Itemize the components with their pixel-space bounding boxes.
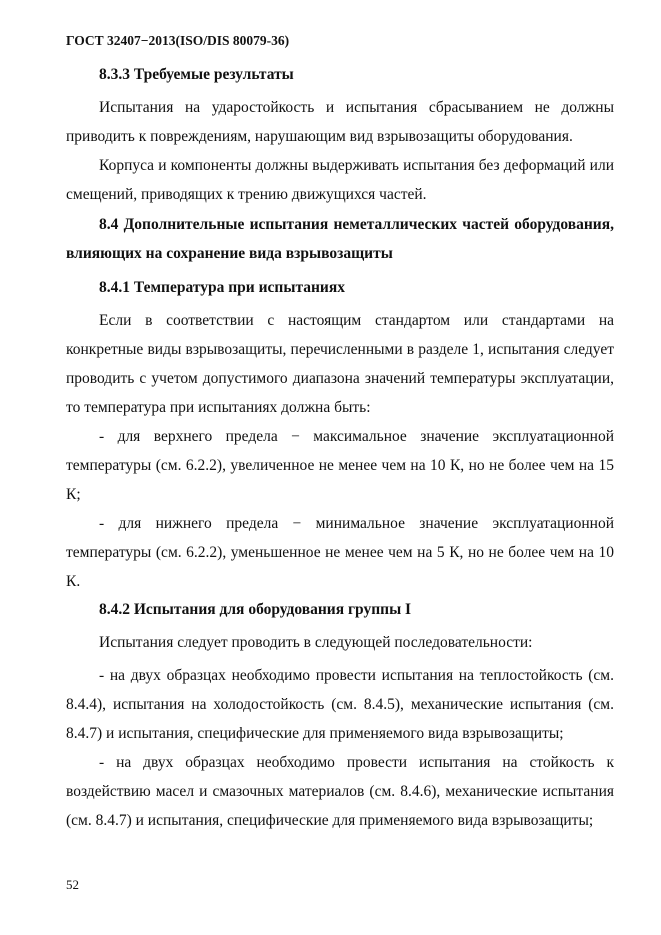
paragraph: Испытания следует проводить в следующей последовательности: xyxy=(99,634,533,651)
list-item: - на двух образцах необходимо провести испытания на стойкость к воздействию масел и смазочных материалов (см. 8.4.6), механические испытания (см. 8.4.7) и испытания, специфические для применяемого вида взрывозащиты; xyxy=(66,754,614,829)
paragraph: Корпуса и компоненты должны выдерживать испытания без деформаций или смещений, приводящих к трению движущихся частей. xyxy=(66,157,614,203)
heading-8-3-3: 8.3.3 Требуемые результаты xyxy=(99,66,294,83)
list-item: - для верхнего предела − максимальное значение эксплуатационной температуры (см. 6.2.2), увеличенное не менее чем на 10 К, но не более чем на 15 К; xyxy=(66,428,614,503)
paragraph: Если в соответствии с настоящим стандартом или стандартами на конкретные виды взрывозащиты, перечисленными в разделе 1, испытания следует проводить с учетом допустимого диапазона значений температуры эксплуатации, то температура при испытаниях должна быть: xyxy=(66,312,614,416)
heading-8-4: 8.4 Дополнительные испытания неметаллических частей оборудования, влияющих на сохранение вида взрывозащиты xyxy=(66,216,614,262)
heading-8-4-1: 8.4.1 Температура при испытаниях xyxy=(99,279,345,296)
list-item: - на двух образцах необходимо провести испытания на теплостойкость (см. 8.4.4), испытания на холодостойкость (см. 8.4.5), механические испытания (см. 8.4.7) и испытания, специфические для применяемого вида взрывозащиты; xyxy=(66,667,614,742)
page-number: 52 xyxy=(66,877,79,892)
heading-8-4-2: 8.4.2 Испытания для оборудования группы I xyxy=(99,601,412,618)
paragraph: Испытания на ударостойкость и испытания сбрасыванием не должны приводить к повреждениям, нарушающим вид взрывозащиты оборудования. xyxy=(66,99,614,145)
document-header: ГОСТ 32407−2013(ISO/DIS 80079-36) xyxy=(66,33,290,48)
list-item: - для нижнего предела − минимальное значение эксплуатационной температуры (см. 6.2.2), уменьшенное не менее чем на 5 К, но не более чем на 10 К. xyxy=(66,515,614,590)
